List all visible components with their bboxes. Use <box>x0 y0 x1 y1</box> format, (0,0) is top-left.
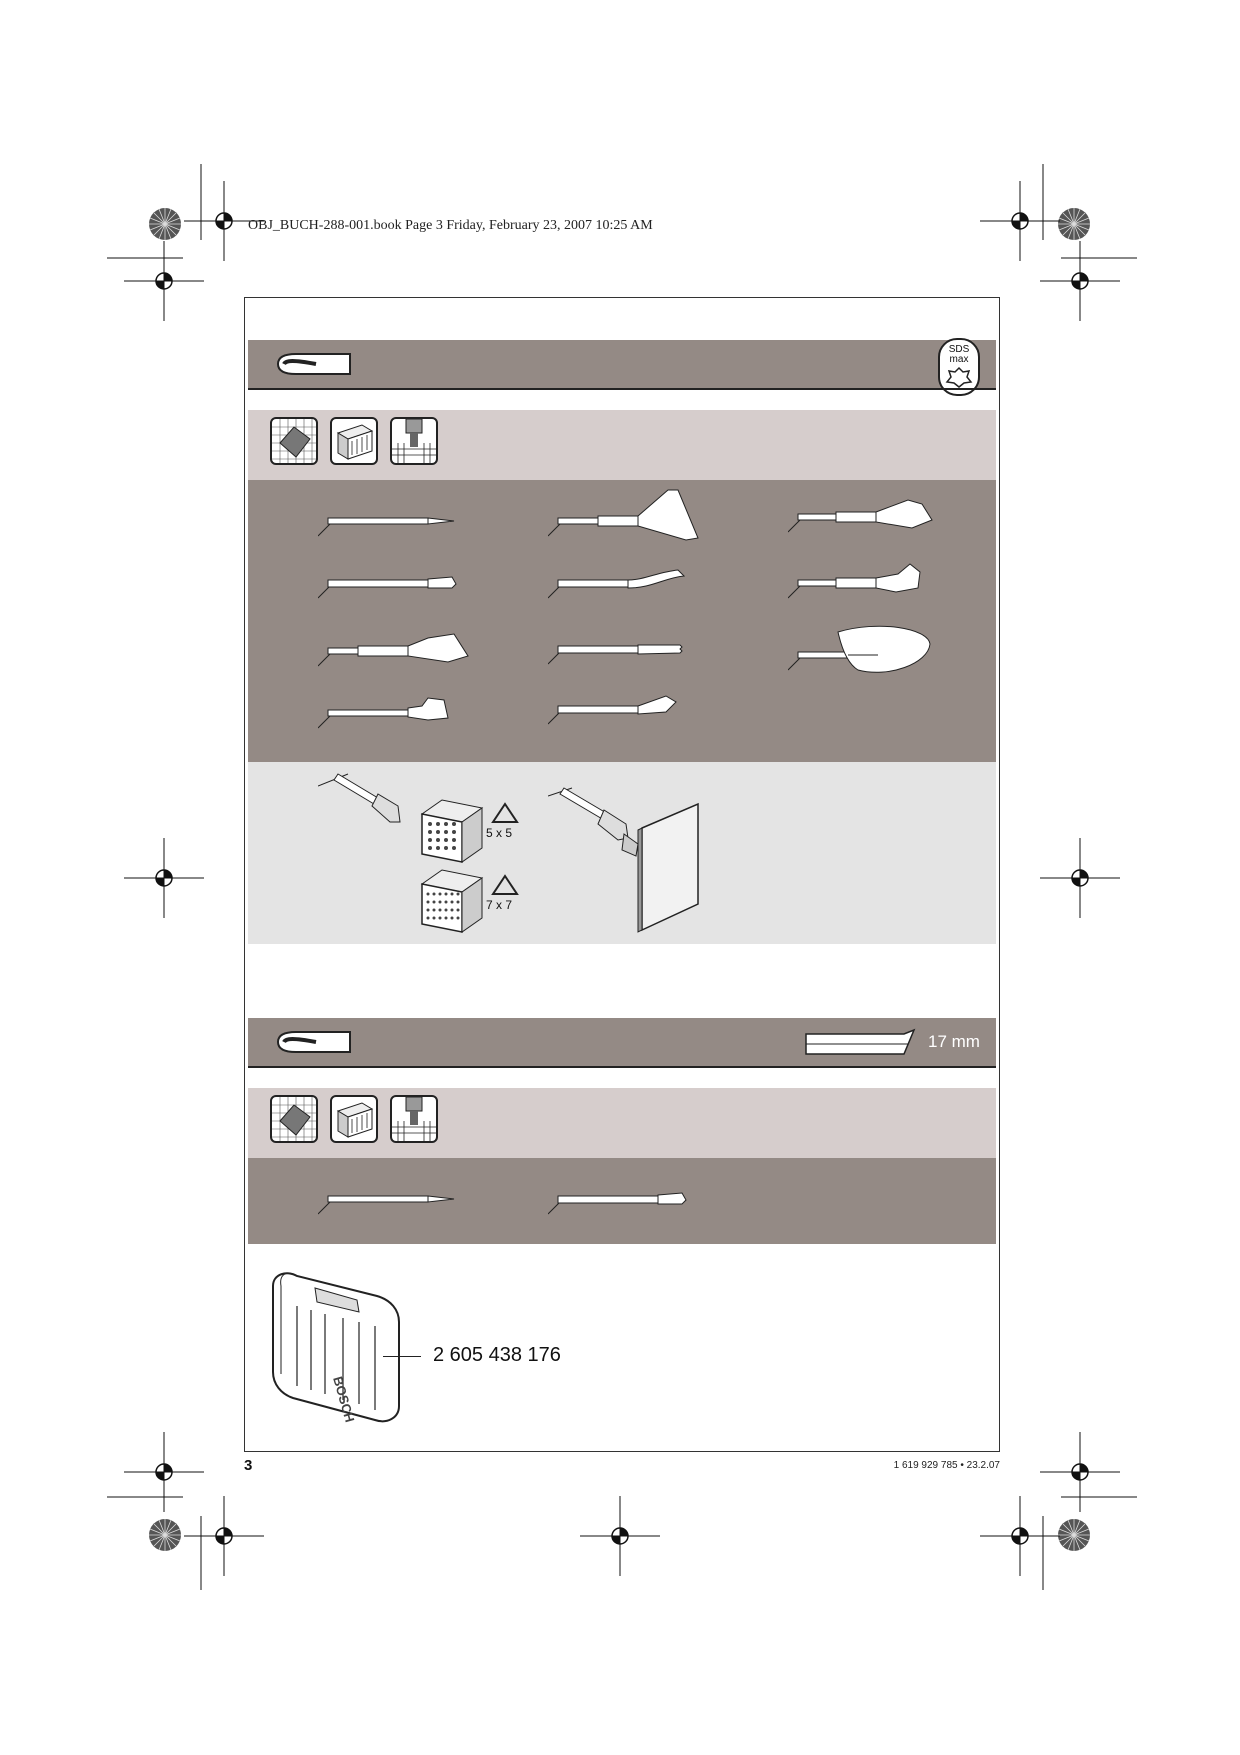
mesh-triangle-icon <box>490 872 520 898</box>
tile-icon <box>270 1095 318 1143</box>
print-header: OBJ_BUCH-288-001.book Page 3 Friday, February 23, 2007 10:25 AM <box>248 218 653 233</box>
registration-star-icon <box>149 208 181 240</box>
registration-mark-icon <box>980 181 1060 261</box>
wide-tile-chisel-icon <box>548 486 718 546</box>
badge-text-top: SDS <box>948 344 970 355</box>
registration-mark-icon <box>580 1496 660 1576</box>
registration-mark-icon <box>980 1496 1060 1576</box>
spade-chisel-icon <box>788 494 938 538</box>
section-divider <box>248 388 996 390</box>
scraper-chisel-icon <box>548 690 698 730</box>
carrying-case-icon <box>267 1266 407 1426</box>
page-number: 3 <box>244 1457 253 1474</box>
shank-size-label: 17 mm <box>928 1032 980 1051</box>
tamping-plate-5x5-icon <box>418 796 488 866</box>
document-code: 1 619 929 785 • 23.2.07 <box>893 1460 1000 1471</box>
registration-mark-icon <box>1040 241 1120 321</box>
registration-mark-icon <box>124 241 204 321</box>
mesh-size-small: 5 x 5 <box>486 826 513 840</box>
channel-chisel-icon <box>788 560 938 604</box>
flat-chisel-icon <box>276 352 366 376</box>
part-number-leader-line <box>383 1356 421 1357</box>
flat-chisel-tool-icon <box>318 568 468 604</box>
wall-chase-icon <box>390 417 438 465</box>
hex-shank-icon <box>804 1028 924 1058</box>
registration-mark-icon <box>124 1432 204 1512</box>
tamping-plate-7x7-icon <box>418 866 488 936</box>
section-header-hex <box>248 1018 996 1066</box>
tamping-tool-icon <box>318 766 428 836</box>
registration-mark-icon <box>1040 1432 1120 1512</box>
application-icons-row <box>248 410 996 480</box>
mesh-size-large: 7 x 7 <box>486 898 513 912</box>
wall-chase-icon <box>390 1095 438 1143</box>
flat-chisel-icon <box>276 1030 366 1054</box>
registration-star-icon <box>1058 208 1090 240</box>
registration-mark-icon <box>184 1496 264 1576</box>
flat-chisel-tool-icon <box>548 1184 698 1220</box>
registration-star-icon <box>1058 1519 1090 1551</box>
application-icons-row <box>248 1088 996 1158</box>
section-header-sds-max <box>248 340 996 388</box>
registration-mark-icon <box>1040 838 1120 918</box>
pointed-chisel-icon <box>318 506 458 542</box>
pointed-chisel-icon <box>318 1184 458 1220</box>
tile-icon <box>270 417 318 465</box>
clay-spade-icon <box>788 620 938 680</box>
toothed-chisel-icon <box>548 634 698 670</box>
brick-icon <box>330 417 378 465</box>
sds-max-shank-icon <box>945 366 973 388</box>
bent-spade-chisel-icon <box>318 690 468 734</box>
case-brand-text: BOSCH <box>330 1374 358 1424</box>
badge-text-bottom: max <box>949 354 969 365</box>
gouge-chisel-icon <box>548 562 698 604</box>
wide-flat-chisel-icon <box>318 628 478 672</box>
registration-mark-icon <box>124 838 204 918</box>
section-divider <box>248 1066 996 1068</box>
tamping-plate-flat-icon <box>548 784 748 944</box>
registration-star-icon <box>149 1519 181 1551</box>
chisel-grid <box>248 480 996 762</box>
page-frame <box>244 297 1000 1452</box>
case-part-number: 2 605 438 176 <box>433 1344 561 1366</box>
mesh-triangle-icon <box>490 800 520 826</box>
accessories-band <box>248 762 996 944</box>
chisel-row-hex <box>248 1158 996 1244</box>
brick-icon <box>330 1095 378 1143</box>
